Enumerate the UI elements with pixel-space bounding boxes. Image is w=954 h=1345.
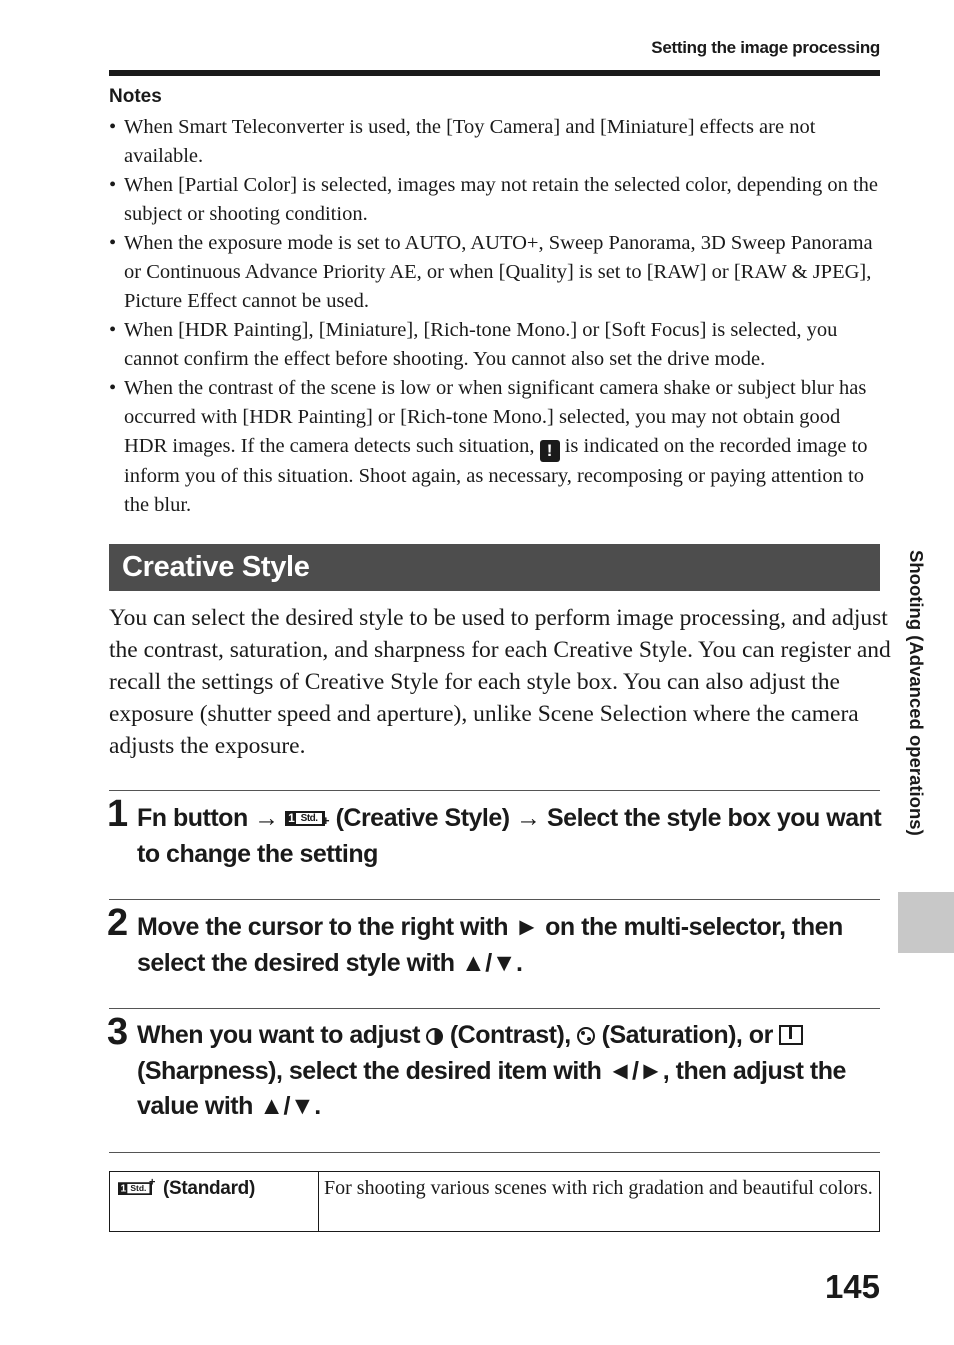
standard-style-icon: 1 Std. + [285, 806, 329, 828]
contrast-icon [426, 1028, 443, 1045]
step-text [137, 801, 897, 872]
note-item: • When [Partial Color] is selected, images may not retain the selected color, depending on the subject or shooting condition. [109, 171, 884, 229]
note-text: is indicated on the recorded image to inform you of this situation. Shoot again, as necessary, recomposing or paying attention to the blur. [124, 435, 868, 516]
divider [109, 1152, 880, 1153]
step-text: Move the cursor to the right with ► on the multi-selector, then select the desired style with ▲/▼. [137, 913, 843, 977]
notes-list [109, 113, 884, 520]
saturation-icon [577, 1027, 595, 1045]
side-tab-marker [898, 892, 954, 953]
side-tab-label: Shooting (Advanced operations) [906, 550, 927, 836]
step-text-part: (Sharpness), select the desired item with ◄/►, then adjust the value with ▲/▼. [137, 1056, 846, 1120]
intro-paragraph: You can select the desired style to be used to perform image processing, and adjust the contrast, saturation, and sharpness for each Creative Style. You can register and recall the settings of Creative Style for each style box. You can also adjust the exposure (shutter speed and aperture), unlike Scene Selection where the camera adjusts the exposure. [109, 605, 891, 759]
note-item: • When the exposure mode is set to AUTO, AUTO+, Sweep Panorama, 3D Sweep Panorama or Continuous Advance Priority AE, or when [Quality] is set to [RAW] or [RAW & JPEG], Picture Effect cannot be used. [109, 229, 884, 316]
table-cell-style [110, 1172, 319, 1231]
note-item [109, 374, 884, 520]
divider [109, 790, 880, 791]
step-text-part: (Saturation), or [601, 1021, 773, 1049]
note-text: When the contrast of the scene is low or when significant camera shake or subject blur has occurred with [HDR Painting] or [Rich-tone Mono.] selected, you may not obtain good HDR images. If the camera detects such situation, [124, 377, 867, 457]
header-rule [109, 70, 880, 76]
step-text-part: (Creative Style) → Select the style box you want to change the setting [137, 804, 882, 868]
step-number: 2 [107, 902, 129, 944]
table-cell-description: For shooting various scenes with rich gradation and beautiful colors. [324, 1177, 873, 1199]
divider [109, 899, 880, 900]
notes-title: Notes [109, 86, 162, 107]
step-text [137, 1018, 897, 1125]
step-number: 3 [107, 1011, 129, 1053]
standard-style-icon: 1 Std. + [118, 1178, 155, 1197]
step-text-part: (Contrast), [449, 1021, 571, 1049]
exclamation-icon: ! [540, 440, 560, 462]
style-table [109, 1171, 880, 1232]
note-item: • When Smart Teleconverter is used, the [Toy Camera] and [Miniature] effects are not available. [109, 113, 884, 171]
step-text-part: When you want to adjust [137, 1021, 420, 1049]
running-head: Setting the image processing [651, 38, 880, 57]
section-header [109, 544, 880, 591]
sharpness-icon [779, 1025, 803, 1045]
divider [109, 1008, 880, 1009]
page-number: 145 [824, 1268, 880, 1305]
note-item: • When [HDR Painting], [Miniature], [Rich-tone Mono.] or [Soft Focus] is selected, you cannot confirm the effect before shooting. You cannot also set the drive mode. [109, 316, 884, 374]
section-title: Creative Style [122, 551, 310, 583]
step-text-part: Fn button → [137, 804, 279, 832]
style-name: (Standard) [163, 1178, 256, 1199]
step-number: 1 [107, 793, 129, 835]
